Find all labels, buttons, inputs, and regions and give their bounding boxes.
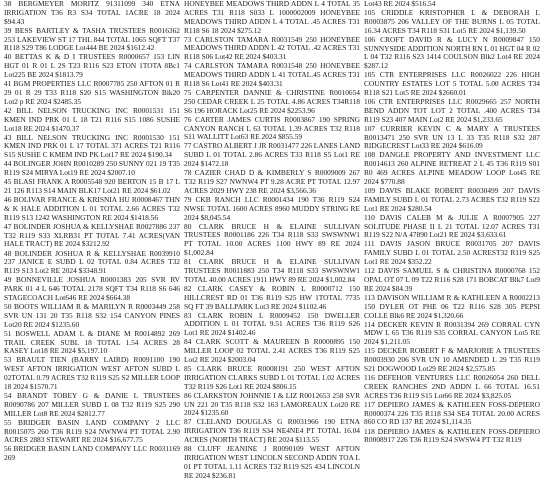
tax-listing-entry: 116 DEFEHOR VENTURES LLC R0026054 260 DELL CREEK RANCHES 2ND ADDN L 66 TOTAL 16.51 ACRES T36 R119 S15 Lot66 RE 2024 $3,825.05 <box>364 373 540 400</box>
tax-listing-entry: 86 CLARKSTON JOHNNIE I & LIZ R0012653 258 SVR UN 221 20 T35 R118 S32 163 LAMOREAUX Lot20 RE 2024 $1235.60 <box>184 390 360 418</box>
tax-listing-entry: 105 CRIDDLE KRISTOPHER L & DEBORAH L R0003875 206 VALLEY OF THE BURNS L 05 TOTAL 16.34 ACRES T34 R118 S31 Lot5 RE 2024 $1,139.50 <box>364 8 540 35</box>
tax-listing-entry: 84 CLARK SCOTT & MAUREEN B R0000895 150 MILLER LOOP 02 TOTAL 2.41 ACRES T36 R119 S25 Lot2 RE 2024 $2003.04 <box>184 337 360 364</box>
tax-listing-entry: 87 CLELAND DOUGLAS G R0031966 190 ETNA IRRIGATION T36 R119 S34 NE4NE4 PT TOTAL 16.04 ACRES (NORTH TRACT) RE 2024 $113.55 <box>184 417 360 445</box>
tax-listing-entry: 109 DAVIS BLAKE ROBERT R0030499 207 DAVIS FAMILY SUBD L 01 TOTAL 2.73 ACRES T32 R119 S22 Lot1 RE 2024 $280.54 <box>364 186 540 213</box>
tax-listing-entry: 77 CASTRO ALBERT J JR R0031477 226 LANES LAND SUBD L 01 TOTAL 2.86 ACRES T33 R118 S5 Lot1 RE 2024 $1472.18 <box>184 141 360 169</box>
tax-listing-entry: 76 CARTER JAMES CURTIS R0003867 190 SPRING CANYON RANCH L 63 TOTAL 1.39 ACRES T32 R118 S11 WALLITT Lot63 RE 2024 $855.59 <box>184 114 360 142</box>
tax-listing-entry: 53 BRAULT TIEN (BARRY LAIRD) R0091100 190 WEST AFTON IRRIGATION WEST AFTON SUBD L 02TOTAL 0.79 ACRES T32 R119 S25 S2 MILLER LOOP 18 2024 $1570.71 <box>4 355 180 391</box>
tax-listing-entry: 48 BOLINDER JOSHUA R & KELLYSHAE R0039910 237 JANICE E SUBD L 02 TOTAL 0.84 ACRES T32 R119 S13 Lot2 RE 2024 $3348.91 <box>4 248 180 276</box>
tax-listing-entry: HONEYBEE MEADOWS THIRD ADDN L 4 TOTAL 35 ACRES T31 R118 S033 L 1000002009 HONEYBEE MEADOWS THIRD ADDN L 4 TOTAL .45 ACRES T31 R118 S6 18 2024 $275.12 <box>184 0 360 35</box>
tax-listing-entry: 42 BILL NELSON TRUCKING INC R0001531 151 KMEN IND PRK 01 L 18 T21 R116 S15 1086 SUSHE Lot18 RE 2024 $1470.37 <box>4 105 180 133</box>
tax-listing-entry: 106 CTR ENTERPRISES LLC R0029665 257 NORTH BEND ADDN TOT LOT 2 TOTAL .400 ACRES T34 R119 S23 407 MAIN Lot2 RE 2024 $1,233.65 <box>364 97 540 124</box>
tax-listing-entry: 82 CLARK CASEY & ROBIN L R0000712 150 HILLCREST RD 01 T36 R119 S25 HW 1TOTAL 7735 SQ FT 39 BALLPARK Lot3 RE 2024 $1102.46 <box>184 283 360 311</box>
tax-listing-entry: 118 DEPIERO JAMES & KATHLEEN FOSS-DEPIERO R0008917 226 T36 R119 S24 SWSW4 PT T32 R119 <box>364 426 540 445</box>
tax-listing-entry: 85 CLARK BRUCE R0008191 250 WEST AFTON IRRIGATION CLARKS SUBD L 01 TOTAL 1.02 ACRES T32 R119 S26 Lot1 RE 2024 $806.15 <box>184 364 360 391</box>
tax-listing-entry: 112 DAVIS SAMUEL S & CHRISTINA R0000768 152 OPAL OT 07 L 09 T22 R116 S28 171 BOBCAT Blk7 Lot9 RE 2024 $84.39 <box>364 266 540 293</box>
tax-listing-entry: 50 BOOTS WILLIAM R & MARILYN R R0003449 258 SVR UN 131 20 T35 R118 S32 154 CANYON PINES Lot20 RE 2024 $1235.60 <box>4 301 180 329</box>
tax-listing-entry: 115 DECKER ROBERT F & MARJORIE A TRUSTEES R0003930 206 SVR UN 10 AMENDED L 29 T35 R119 S21 DOGWOOD Lot29 RE 2024 $2,575.85 <box>364 346 540 374</box>
tax-listing-entry: 88 CLUFF JEANINE J R0090109 WEST AFTON IRRIGATION WEST LINCOLN SECOND ADDN TOA L 01 PT TOTAL 1.11 ACRES T32 R119 S25 434 LINCOLN RE 2024 $236.81 <box>184 444 360 480</box>
tax-listing-entry: 49 BONNEVILLE JOSHUA R0001383 205 SVR RV PARK 01 4 L 646 TOTAL 2178 SQFT T34 R118 S6 646 STAGECOACH Lot646 RE 2024 $664.38 <box>4 275 180 302</box>
tax-listing-entry: 107 CURRIER KEVIN C & MARY A TRUSTEES R0013471 250 SVR UN 13 L 33 T35 R118 S32 287 RIDGECREST Lot33 RE 2024 $616.09 <box>364 123 540 151</box>
tax-listing-entry: 108 DANGLE PROPERTY AND INVESTMENT LLC R0014613 260 ALPINE RETREAT 2 L 45 T36 R119 S01 R0 469 ACRES ALPINE MEADOW LOOP Lot45 RE 2024 $770.88 <box>364 150 540 186</box>
tax-listing-entry: 106 CROFT DAVID R & LUCY N R0009847 150 SUNNYSIDE ADDITION NORTH RN L 01 HGT 04 R 02 L 04 T32 R116 S23 1414 COULSON Blk2 Lot4 RE 2024 $287.12 <box>364 34 540 71</box>
tax-listing-entry: 56 BRIDGER BASIN LAND COMPANY LLC R0031169 269 <box>4 444 180 463</box>
tax-listing-entry: 117 DEPIERO JAMES & KATHLEEN FOSS-DEPIERO R0000374 226 T35 R118 S34 SE4 TOTAL 20.00 ACRES 860 CO RD 137 RE 2024 $1,114.35 <box>364 399 540 427</box>
tax-listing-entry: 110 DAVIS CALEB M & JULIE A R0007905 227 SOLITUDE PHASE II L 21 TOTAL 12.07 ACRES T31 R119 S22 N/A 47890 Lot21 RE 2024 $3,633.61 <box>364 212 540 240</box>
tax-listing-entry: 80 CLARK BRUCE H & ELAINE SULLIVAN TRUSTEES R0001186 226 T34 R118 S33 SWSWNW1 PT TOTAL 10.00 ACRES 1100 HWY 89 RE 2024 $1,002.84 <box>184 221 360 258</box>
tax-listing-entry: 74 CARLSTON TAMARA R0031548 250 HONEYBEE MEADOWS THIRD ADDN L 41 TOTAL.45 ACRES T31 R118 S6 Lot41 RE 2024 $403.31 <box>184 61 360 88</box>
column-left <box>4 0 180 463</box>
tax-listing-entry: 43 BILL NELSON TRUCKING INC R0001530 151 KMEN IND PRK 01 L 17 TOTAL 371 ACRES T21 R116 S15 SUSHE C KMEM IND PK Lot17 RE 2024 $190.34 <box>4 132 180 160</box>
tax-listing-entry: 114 DECKER KEVIN R R0031394 269 CORRAL CYN MDW L 65 T36 R119 S35 CORRAL CANYON Lot5 RE 2024 $1,211.05 <box>364 319 540 347</box>
tax-listing-entry: 113 DAVISON WILLIAM R & KATHLEEN A R0002213 150 DYLER OT PHE 06 T22 R116 S28 305 PEPSI COLLE Blk6 RE 2024 $1,320.66 <box>364 292 540 320</box>
tax-listing-entry: 73 CARLSTON TAMARA R0031549 250 HONEYBEE MEADOWS THIRD ADDN L 42 TOTAL .42 ACRES T31 R118 S06 Lot42 RE 2024 $403.31 <box>184 34 360 62</box>
tax-listing-entry: 46 BOLIVAR FRANCE & KRISNIA HU R0008467 THN & K HALE ADDITION L 01 TOTAL 2.66 ACRES T32 R119 S13 1242 WASHINGTON RE 2024 $1418.56 <box>4 195 180 222</box>
tax-listing-entry: 38 BERGMEYER MORITZ 91311099 340 ETNA IRRIGATION T36 R3 S34 TOTAL 1ACRE 18 2024 $94.43 <box>4 0 180 26</box>
tax-listing-entry: 81 CLARK BRUCE H & ELAINE SULLIVAN TRUSTEES R0011883 250 T34 R118 S33 SWSWNW1 TOTAL 40.00 ACRES 1911 HWY 89 RE 2024 $1,002.84 <box>184 257 360 284</box>
tax-listing-entry: 47 BOLINDER JOSHUA & KELLYSHAE R0027886 237 T32 R119 S33 XLRB31 PT TOTAL 7.41 ACRES(VAN HALE TRACT) RE 2024 $3212.92 <box>4 221 180 249</box>
tax-listing-entry: 78 CAZIER CHAD D & KIMBERLY S R0009009 267 T32 R119 S27 NWNW4 PT 9.28 ACRE PT TOTAL 12.97 ACRES 2029 HWY 238 RE 2024 $3,566.36 <box>184 168 360 195</box>
tax-listing-entry: 105 CTR ENTERPRISES LLC R0026022 226 HIGH COUNTRY ESTATES LOT 5 TOTAL 5.00 ACRES T34 R118 S21 Lot5 RE 2024 $2660.01 <box>364 70 540 97</box>
tax-listing-entry: 41 BGM PROPERTIES LLC R0007785 250 AFTON 01 R 29 01 R 29 T33 R118 S20 S15 WASHINGTON Blk20 Lot2 p RE 2024 $2485.35 <box>4 79 180 106</box>
tax-listing-entry: 75 CARPENTER DANNIE & CHRISTINE R0010654 250 CEDAR CREEK L 25 TOTAL 4.86 ACRES T34R118 S6 196 HORACK Lot25 RE 2024 $2253.96 <box>184 88 360 115</box>
tax-listing-entry: 55 BRIDGER BASIN LAND COMPANY 2 LLC R0015075 260 T36 R119 S24 NWNW4 PT TOTAL 2.90 ACRES 2883 STEWART RE 2024 $16,677.75 <box>4 417 180 445</box>
tax-listing-entry: 40 BETTAS K & D I TRUSTEES R0000657 153 LIN HGT 01 R 01 L 2S T23 R116 S23 ETON 1TOTA 8Bc1 Lot225 BE 2024 $1813.79 <box>4 52 180 80</box>
tax-listing-entry: 39 BESS BARTLEY & TASHA TRUSTEES R0016362 253 LAKEVIEW ST 17 THL 844 TOTAL 1065 SQFT T37 R118 S29 T86 LODGE Lot444 BE 2024 $1612.42 <box>4 25 180 53</box>
tax-listing-entry: Lot43 RE 2024 $516.54 <box>364 0 436 8</box>
tax-listing-entry: 79 CKB RANCH LLC R0001434 190 T36 R119 S24 NWSE TOTAL 1600 ACRES 8960 MUDDY STRING RE 2024 $8,045.54 <box>184 194 360 222</box>
column-right <box>364 0 540 445</box>
tax-listing-entry: 111 DAVIS JASON BRUCE R0031705 207 DAVIS FAMILY SUBD L 01 TOTAL 2.50 ACREST32 R119 S25 Lot1 RE 2024 $352.22 <box>364 239 540 267</box>
column-middle <box>184 0 360 480</box>
tax-listing-entry: 44 BOLINGER JOHN R0010289 250 SUNNY 021 19 T35 R119 S24 MIRYA Lot19 RE 2024 $2007.10 <box>4 159 180 178</box>
tax-listing-entry: 51 BOSWELL ADAM L & DIANE M R0014892 269 TRAIL CREEK SUBL 18 TOTAL 1.54 ACRES 28 KASEY Lot18 RE 2024 $5,197.10 <box>4 328 180 356</box>
tax-listing-entry: 54 BRANDT TOBEY G & DANIE L TRUSTEES R0090786 207 MILLER SUBD L 08 T32 R119 S25 290 MILLER Lot8 RE 2024 $2812.77 <box>4 390 180 418</box>
tax-listing-entry: 83 CLARK ROBIN L R0009452 150 DWELLER ADDITION L 01 TOTAL 9.51 ACRES T36 R119 S26 Lot1 RE 2024 $1402.46 <box>184 310 360 338</box>
tax-listing-entry: 45 BLASI FRANK A R0005548 920 BERTON 15 B 17 L 21 126 R113 S14 MAIN BLK17 Lot21 RE 2024 $61.02 <box>4 177 180 196</box>
